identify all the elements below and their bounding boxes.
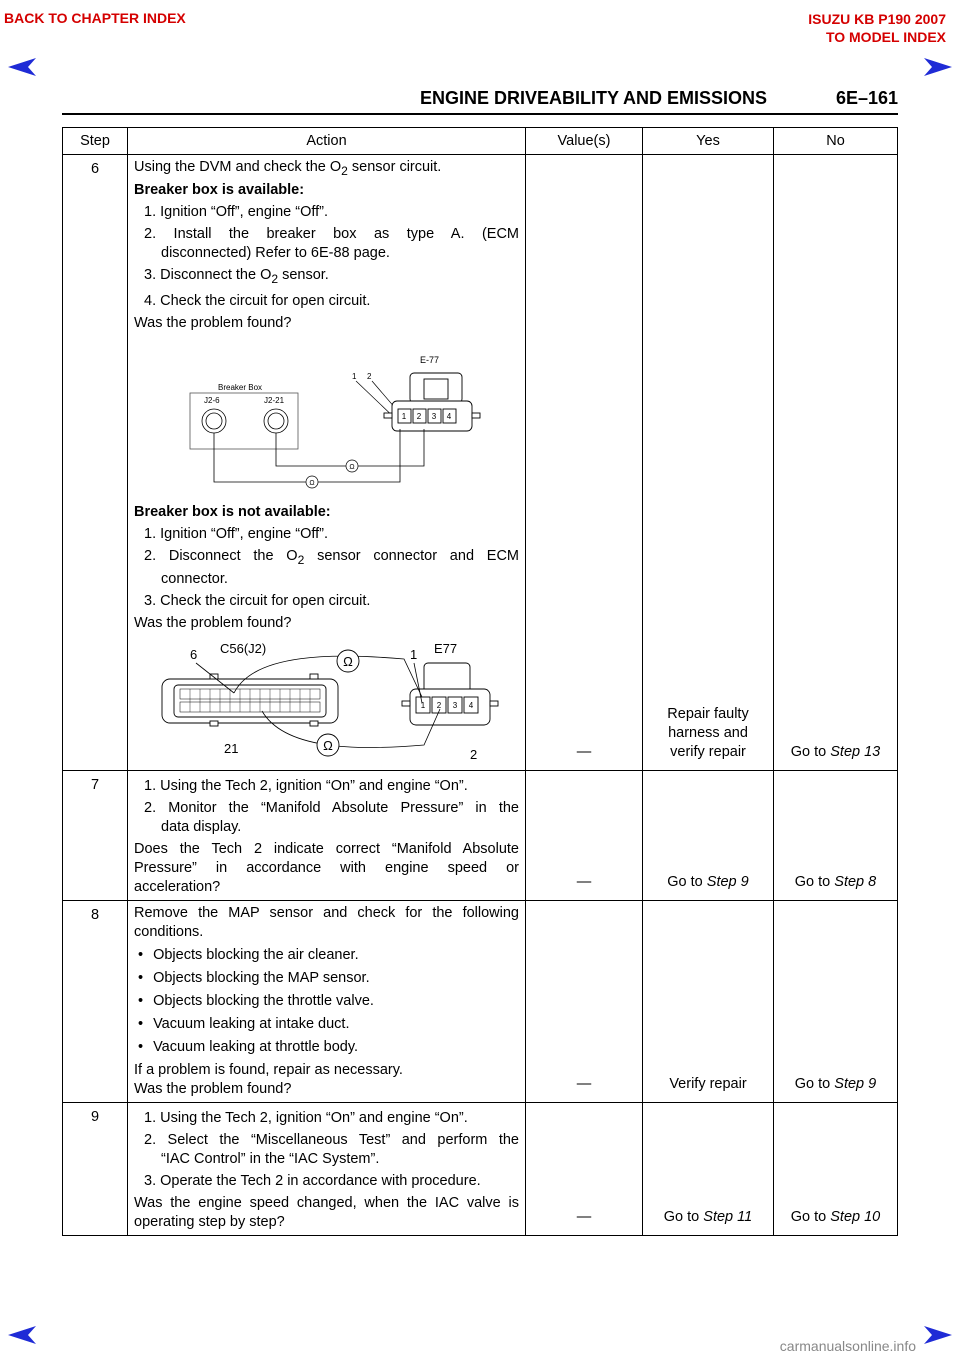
sensor-connector-label: E77 — [434, 640, 458, 656]
back-to-chapter-index-link[interactable]: BACK TO CHAPTER INDEX — [4, 10, 186, 26]
step-7-no: Go to Step 8 — [774, 770, 898, 900]
goto-step-8-link[interactable]: Step 8 — [834, 873, 877, 890]
list-item: • Vacuum leaking at throttle body. — [138, 1038, 519, 1057]
section-title: ENGINE DRIVEABILITY AND EMISSIONS — [420, 88, 768, 108]
col-header-action: Action — [128, 128, 526, 155]
page-number: 6E–161 — [835, 88, 898, 108]
goto-step-9-link[interactable]: Step 9 — [706, 873, 749, 890]
ecm-connector-label: C56(J2) — [220, 640, 267, 656]
step-9-yes: Go to Step 11 — [643, 1102, 774, 1235]
svg-text:1: 1 — [401, 411, 407, 421]
table-row-step-6 — [63, 155, 898, 771]
step-9-no: Go to Step 10 — [774, 1102, 898, 1235]
list-item: • Objects blocking the MAP sensor. — [138, 969, 519, 988]
footer-watermark-link[interactable]: carmanualsonline.info — [779, 1338, 916, 1354]
list-item: • Objects blocking the air cleaner. — [138, 946, 519, 965]
e77-sensor-connector — [402, 663, 498, 725]
svg-text:4: 4 — [468, 700, 474, 710]
breaker-not-available-question: Was the problem found? — [134, 614, 292, 631]
pin-2-label: 2 — [470, 746, 478, 762]
step-9-value: — — [526, 1102, 643, 1235]
ecm-to-sensor-wiring-diagram — [134, 633, 506, 767]
svg-text:3: 3 — [452, 700, 458, 710]
step-8-no: Go to Step 9 — [774, 900, 898, 1102]
goto-step-13-link[interactable]: Step 13 — [830, 743, 881, 760]
svg-text:2: 2 — [416, 411, 422, 421]
table-header-row — [63, 128, 898, 155]
step-6-action — [128, 155, 526, 771]
step-8-value: — — [526, 900, 643, 1102]
col-header-step: Step — [63, 128, 128, 155]
list-item: • Objects blocking the throttle valve. — [138, 992, 519, 1011]
col-header-yes: Yes — [643, 128, 774, 155]
previous-page-arrow-icon-bottom[interactable] — [8, 1326, 36, 1344]
step-7-yes: Go to Step 9 — [643, 770, 774, 900]
col-header-values: Value(s) — [526, 128, 643, 155]
svg-text:Ω: Ω — [349, 463, 355, 471]
step-8-yes: Verify repair — [643, 900, 774, 1102]
breaker-box-wiring-diagram — [134, 333, 506, 503]
goto-step-11-link[interactable]: Step 11 — [703, 1208, 753, 1225]
svg-text:Ω: Ω — [309, 479, 315, 487]
svg-text:Ω: Ω — [343, 653, 353, 669]
pin-j2-6-label: J2-6 — [204, 395, 220, 405]
e77-connector — [384, 373, 480, 431]
step-8-action: Remove the MAP sensor and check for the following conditions. • Objects blocking the air cleaner. • Objects blocking the MAP sensor. • Objects blocking the throttle valve. • Vacuum leaking at intake duct. • Vacuum leaking at throttle body. If a problem is found, repair as necessary. Was the problem found? — [128, 900, 526, 1102]
list-item: • Vacuum leaking at intake duct. — [138, 1015, 519, 1034]
svg-text:Ω: Ω — [323, 737, 333, 753]
step-6-intro: Using the DVM and check the $O_2$ sensor circuit. — [134, 159, 442, 178]
connector-label-e77: E-77 — [420, 354, 440, 365]
breaker-available-steps: 1. Ignition “Off”, engine “Off”. 2. Install the breaker box as type A. (ECM disconnected) Refer to 6E-88 page. 3. Disconnect the $O_2$ sensor. 4. Check the circuit for open circuit. — [144, 203, 519, 309]
pin-2-label: 2 — [367, 371, 372, 381]
svg-text:1: 1 — [420, 700, 426, 710]
conditions-list — [134, 946, 519, 1057]
pin-1-label: 1 — [352, 371, 357, 381]
step-number: 9 — [63, 1102, 128, 1235]
step-7-action: 1. Using the Tech 2, ignition “On” and engine “On”. 2. Monitor the “Manifold Absolute Pressure” in the data display. Does the Tech 2 indicate correct “Manifold Absolute Pressure” in accordance with engine speed or acceleration? — [128, 770, 526, 900]
breaker-available-question: Was the problem found? — [134, 314, 292, 331]
step-6-yes: Repair faulty harness and verify repair — [643, 155, 774, 771]
step-number: 6 — [63, 155, 128, 771]
next-page-arrow-icon-bottom[interactable] — [924, 1326, 952, 1344]
svg-text:3: 3 — [431, 411, 437, 421]
breaker-not-available-steps: 1. Ignition “Off”, engine “Off”. 2. Disconnect the $O_2$ sensor connector and ECM connector. 3. Check the circuit for open circuit. — [144, 525, 519, 609]
step-number: 8 — [63, 900, 128, 1102]
diagnostic-table — [62, 127, 898, 1236]
step-7-value: — — [526, 770, 643, 900]
pin-6-label: 6 — [190, 646, 198, 662]
svg-text:2: 2 — [436, 700, 442, 710]
table-row-step-9 — [63, 1102, 898, 1235]
to-model-index-label[interactable]: TO MODEL INDEX — [825, 29, 946, 45]
step-9-question: Was the engine speed changed, when the IAC valve is operating step by step? — [134, 1194, 519, 1230]
breaker-available-title: Breaker box is available: — [134, 181, 305, 198]
next-page-arrow-icon[interactable] — [924, 58, 952, 76]
step-7-question: Does the Tech 2 indicate correct “Manifold Absolute Pressure” in accordance with engine speed or acceleration? — [134, 840, 519, 895]
table-row-step-7 — [63, 770, 898, 900]
goto-step-10-link[interactable]: Step 10 — [830, 1208, 881, 1225]
step-8-question: Was the problem found? — [134, 1080, 292, 1097]
pin-j2-21-label: J2-21 — [264, 395, 285, 405]
svg-text:4: 4 — [446, 411, 452, 421]
step-number: 7 — [63, 770, 128, 900]
header-divider — [62, 113, 898, 115]
step-6-value: — — [526, 155, 643, 771]
breaker-box-label: Breaker Box — [218, 382, 263, 392]
pin-1-label: 1 — [410, 646, 418, 662]
goto-step-9-link[interactable]: Step 9 — [834, 1075, 877, 1092]
brand-title: ISUZU KB P190 2007 — [808, 11, 946, 27]
breaker-not-available-title: Breaker box is not available: — [134, 503, 331, 520]
model-index-link[interactable] — [808, 10, 946, 46]
pin-21-label: 21 — [224, 740, 239, 756]
previous-page-arrow-icon[interactable] — [8, 58, 36, 76]
step-9-action: 1. Using the Tech 2, ignition “On” and engine “On”. 2. Select the “Miscellaneous Test” and perform the “IAC Control” in the “IAC System”. 3. Operate the Tech 2 in accordance with procedure. Was the engine speed changed, when the IAC valve is operating step by step? — [128, 1102, 526, 1235]
col-header-no: No — [774, 128, 898, 155]
table-row-step-8 — [63, 900, 898, 1102]
step-6-no: Go to Step 13 — [774, 155, 898, 771]
